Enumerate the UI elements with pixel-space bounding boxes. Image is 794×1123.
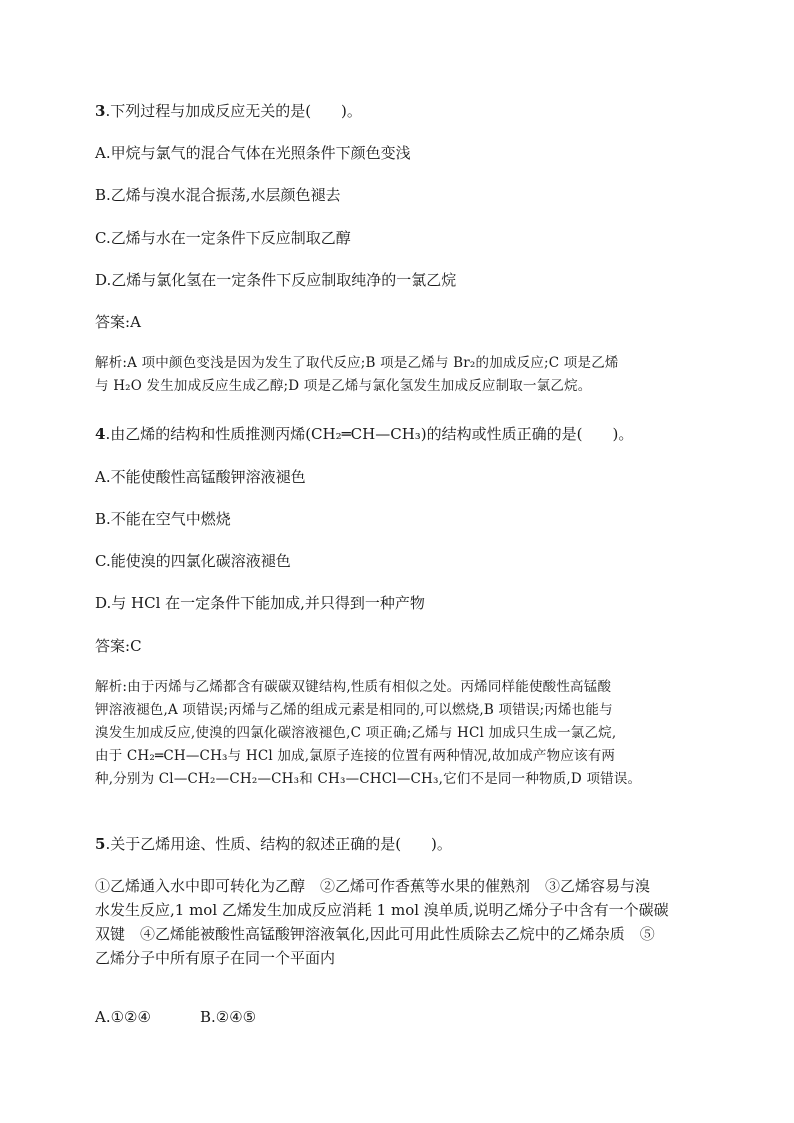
question-5-option-a: A.①②④ (95, 1008, 151, 1026)
question-4-option-a: A.不能使酸性高锰酸钾溶液褪色 (95, 468, 306, 486)
analysis-label: 解析 (95, 355, 123, 371)
question-4-option-b: B.不能在空气中燃烧 (95, 510, 231, 528)
question-3-analysis (95, 352, 695, 398)
question-4-option-d: D.与 HCl 在一定条件下能加成,并只得到一种产物 (95, 594, 425, 612)
question-5-text: .关于乙烯用途、性质、结构的叙述正确的是( )。 (105, 835, 452, 853)
question-4-stem (95, 424, 633, 444)
question-4-number: 4 (95, 425, 106, 443)
question-3-answer (95, 312, 141, 332)
question-3-number: 3 (95, 102, 106, 120)
answer-label: 答案 (95, 637, 126, 655)
analysis-line: 钾溶液褪色,A 项错误;丙烯与乙烯的组成元素是相同的,可以燃烧,B 项错误;丙烯也能与 (95, 702, 613, 718)
statement-line: ①乙烯通入水中即可转化为乙醇 ②乙烯可作香蕉等水果的催熟剂 ③乙烯容易与溴 (95, 877, 651, 895)
question-4-analysis (95, 676, 695, 791)
question-3-option-b: B.乙烯与溴水混合振荡,水层颜色褪去 (95, 186, 341, 204)
question-3-option-a: A.甲烷与氯气的混合气体在光照条件下颜色变浅 (95, 144, 411, 162)
question-5-options (95, 1007, 256, 1027)
answer-value: :A (125, 313, 141, 331)
analysis-label: 解析 (95, 679, 123, 695)
analysis-line: 种,分别为 Cl—CH₂—CH₂—CH₃和 CH₃—CHCl—CH₃,它们不是同一种物质,D 项错误。 (95, 771, 642, 787)
question-4-option-c: C.能使溴的四氯化碳溶液褪色 (95, 552, 291, 570)
statement-line: 双键 ④乙烯能被酸性高锰酸钾溶液氧化,因此可用此性质除去乙烷中的乙烯杂质 ⑤ (95, 925, 655, 943)
question-3-text: .下列过程与加成反应无关的是( )。 (105, 102, 362, 120)
question-5-statements (95, 874, 700, 970)
question-4-text: .由乙烯的结构和性质推测丙烯(CH₂═CH—CH₃)的结构或性质正确的是( )。 (105, 425, 634, 443)
analysis-line: 解析:由于丙烯与乙烯都含有碳碳双键结构,性质有相似之处。丙烯同样能使酸性高锰酸 (95, 679, 612, 695)
question-5-stem (95, 834, 452, 854)
statement-line: 水发生反应,1 mol 乙烯发生加成反应消耗 1 mol 溴单质,说明乙烯分子中含有一个碳碳 (95, 901, 669, 919)
question-4-answer (95, 636, 142, 656)
question-5-number: 5 (95, 835, 106, 853)
analysis-line: 溴发生加成反应,使溴的四氯化碳溶液褪色,C 项正确;乙烯与 HCl 加成只生成一氯乙烷, (95, 725, 617, 741)
analysis-line: 由于 CH₂═CH—CH₃与 HCl 加成,氯原子连接的位置有两种情况,故加成产物应该有两 (95, 748, 616, 764)
question-3-option-d: D.乙烯与氯化氢在一定条件下反应制取纯净的一氯乙烷 (95, 271, 457, 289)
question-3-stem (95, 101, 362, 121)
answer-value: :C (125, 637, 142, 655)
analysis-line: 解析:A 项中颜色变浅是因为发生了取代反应;B 项是乙烯与 Br₂的加成反应;C 项是乙烯 (95, 355, 619, 371)
statement-line: 乙烯分子中所有原子在同一个平面内 (95, 949, 336, 967)
question-3-option-c: C.乙烯与水在一定条件下反应制取乙醇 (95, 229, 351, 247)
question-5-option-b: B.②④⑤ (200, 1008, 257, 1026)
analysis-line: 与 H₂O 发生加成反应生成乙醇;D 项是乙烯与氯化氢发生加成反应制取一氯乙烷。 (95, 378, 592, 394)
answer-label: 答案 (95, 313, 126, 331)
